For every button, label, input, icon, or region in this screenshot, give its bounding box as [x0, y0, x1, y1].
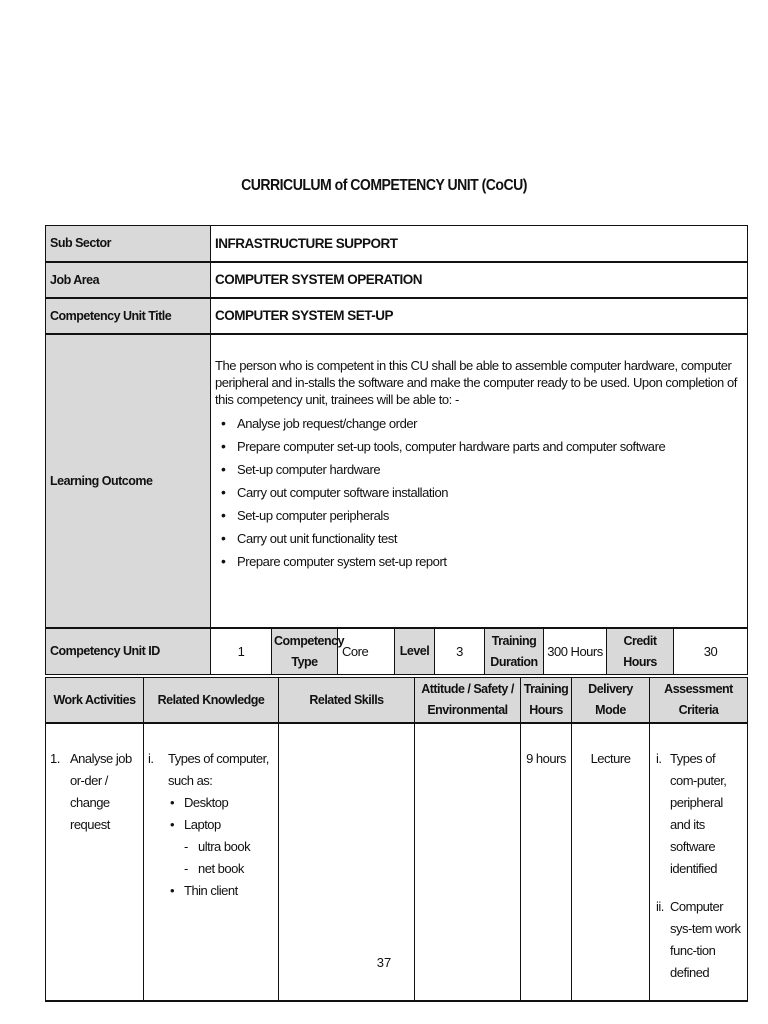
learning-outcome-content [211, 334, 748, 628]
learning-outcome-item: • Prepare computer system set-up report [237, 550, 743, 573]
job-area-label: Job Area [46, 262, 211, 298]
job-area-row [46, 262, 748, 298]
knowledge-subitem-ultra-book: - ultra book [168, 836, 274, 858]
work-activities-table [45, 677, 748, 1002]
cu-title-value: COMPUTER SYSTEM SET-UP [211, 298, 748, 334]
sub-sector-row [46, 226, 748, 262]
learning-outcome-intro: The person who is competent in this CU shall be able to assemble computer hardware, computer peripheral and in-stalls the software and make the computer ready to be used. Upon completion of this competency unit, trainees will be able to: - [215, 357, 737, 407]
job-area-value: COMPUTER SYSTEM OPERATION [211, 262, 748, 298]
delivery-mode-cell: Lecture [572, 723, 650, 1001]
competency-id-row [46, 629, 748, 675]
header-related-skills: Related Skills [279, 678, 415, 724]
table-header-row [46, 678, 748, 724]
criteria-item [656, 896, 743, 984]
learning-outcome-item: • Analyse job request/change order [237, 412, 743, 435]
competency-type-value: Core [338, 629, 395, 675]
page-title: CURRICULUM of COMPETENCY UNIT (CoCU) [241, 177, 527, 194]
training-hours-cell: 9 hours [521, 723, 572, 1001]
header-delivery-mode: Delivery Mode [572, 678, 650, 724]
criteria-number: i. [656, 751, 662, 766]
page-number: 37 [376, 955, 392, 970]
competency-type-label: Competency Type [272, 629, 338, 675]
learning-outcome-item: • Set-up computer peripherals [237, 504, 743, 527]
criteria-text: Types of com-puter, peripheral and its software identified [670, 751, 727, 876]
learning-outcome-list [215, 412, 743, 573]
cu-id-label: Competency Unit ID [46, 629, 211, 675]
cu-title-label: Competency Unit Title [46, 298, 211, 334]
activity-text: Analyse job or-der / change request [70, 751, 132, 832]
header-attitude-safety-environmental: Attitude / Safety / Environmental [415, 678, 521, 724]
learning-outcome-row [46, 334, 748, 628]
knowledge-item-laptop: • Laptop [168, 814, 274, 836]
header-work-activities: Work Activities [46, 678, 144, 724]
knowledge-number: i. [148, 751, 154, 766]
training-duration-label: Training Duration [485, 629, 544, 675]
cu-id-value: 1 [211, 629, 272, 675]
sub-sector-label: Sub Sector [46, 226, 211, 262]
criteria-number: ii. [656, 899, 664, 914]
knowledge-intro: Types of computer, such as: [168, 751, 269, 788]
cu-title-row [46, 298, 748, 334]
criteria-item [656, 748, 743, 880]
credit-hours-value: 30 [674, 629, 748, 675]
knowledge-item-thin-client: • Thin client [168, 880, 274, 902]
header-assessment-criteria: Assessment Criteria [650, 678, 748, 724]
learning-outcome-item: • Carry out unit functionality test [237, 527, 743, 550]
header-training-hours: Training Hours [521, 678, 572, 724]
knowledge-item-desktop: • Desktop [168, 792, 274, 814]
knowledge-subitem-net-book: - net book [168, 858, 274, 880]
competency-info-table [45, 225, 748, 628]
learning-outcome-item: • Set-up computer hardware [237, 458, 743, 481]
training-duration-value: 300 Hours [544, 629, 607, 675]
learning-outcome-item: • Prepare computer set-up tools, computer hardware parts and computer software [237, 435, 743, 458]
criteria-text: Computer sys-tem work func-tion defined [670, 899, 741, 980]
credit-hours-label: Credit Hours [607, 629, 674, 675]
header-related-knowledge: Related Knowledge [144, 678, 279, 724]
learning-outcome-item: • Carry out computer software installation [237, 481, 743, 504]
sub-sector-value: INFRASTRUCTURE SUPPORT [211, 226, 748, 262]
learning-outcome-label: Learning Outcome [46, 334, 211, 628]
competency-id-table [45, 628, 748, 675]
level-value: 3 [435, 629, 485, 675]
activity-number: 1. [50, 751, 60, 766]
level-label: Level [395, 629, 435, 675]
